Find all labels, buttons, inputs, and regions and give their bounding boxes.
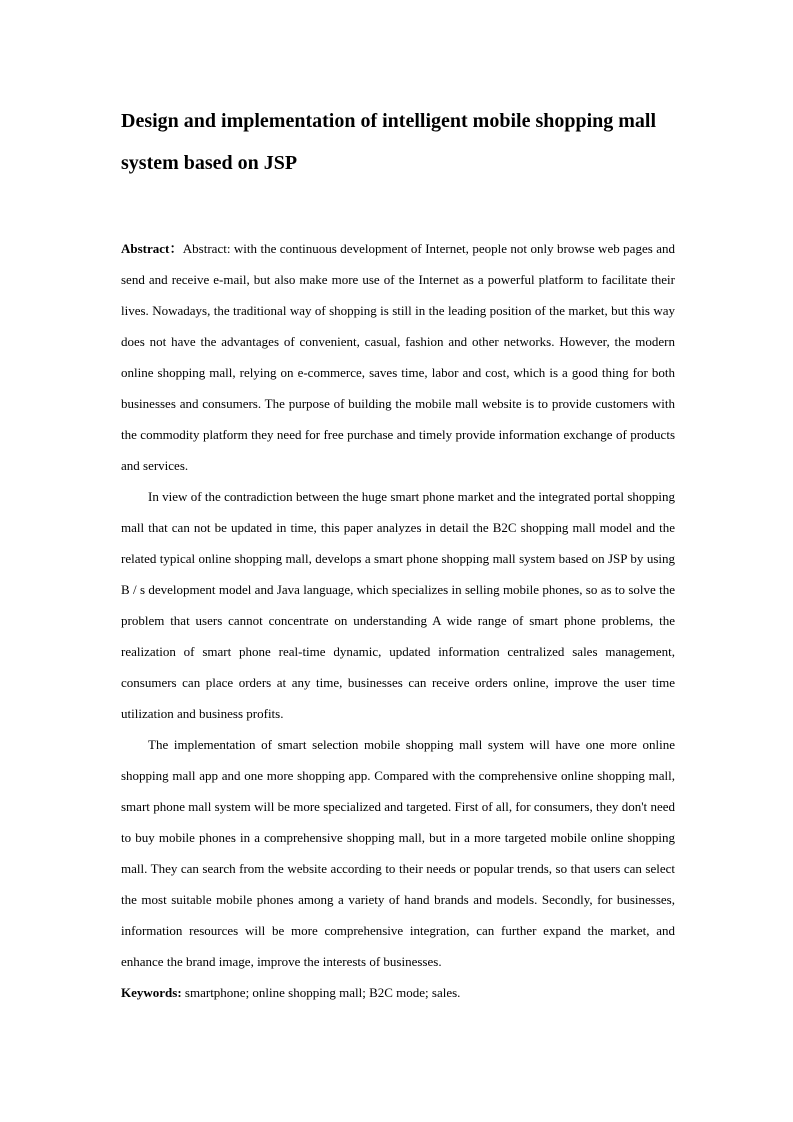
abstract-label: Abstract： <box>121 241 183 256</box>
keywords-label: Keywords: <box>121 985 182 1000</box>
document-page <box>121 100 675 1008</box>
abstract-paragraph-3: The implementation of smart selection mobile shopping mall system will have one more online shopping mall app and one more shopping app. Compared with the comprehensive online shopping mall, smart phone mall system will be more specialized and targeted. First of all, for consumers, they don't need to buy mobile phones in a comprehensive shopping mall, but in a more targeted mobile online shopping mall. They can search from the website according to their needs or popular trends, so that users can select the most suitable mobile phones among a variety of hand brands and models. Secondly, for businesses, information resources will be more comprehensive integration, can further expand the market, and enhance the brand image, improve the interests of businesses. <box>121 737 675 969</box>
keywords-line <box>121 977 675 1008</box>
abstract-paragraph-1 <box>121 233 675 481</box>
paper-title: Design and implementation of intelligent mobile shopping mall system based on JSP <box>121 110 657 174</box>
abstract-section <box>121 233 675 1008</box>
abstract-text-1: Abstract: with the continuous development of Internet, people not only browse web pages and send and receive e-mail, but also make more use of the Internet as a powerful platform to facilitate their lives. Nowadays, the traditional way of shopping is still in the leading position of the market, but this way does not have the advantages of convenient, casual, fashion and other networks. However, the modern online shopping mall, relying on e-commerce, saves time, labor and cost, which is a good thing for both businesses and consumers. The purpose of building the mobile mall website is to provide customers with the commodity platform they need for free purchase and timely provide information exchange of products and services. <box>121 241 675 473</box>
abstract-paragraph-2: In view of the contradiction between the huge smart phone market and the integrated portal shopping mall that can not be updated in time, this paper analyzes in detail the B2C shopping mall model and the related typical online shopping mall, develops a smart phone shopping mall system based on JSP by using B / s development model and Java language, which specializes in selling mobile phones, so as to solve the problem that users cannot concentrate on understanding A wide range of smart phone problems, the realization of smart phone real-time dynamic, updated information centralized sales management, consumers can place orders at any time, businesses can receive orders online, improve the user time utilization and business profits. <box>121 489 675 721</box>
keywords-text: smartphone; online shopping mall; B2C mode; sales. <box>181 985 461 1000</box>
